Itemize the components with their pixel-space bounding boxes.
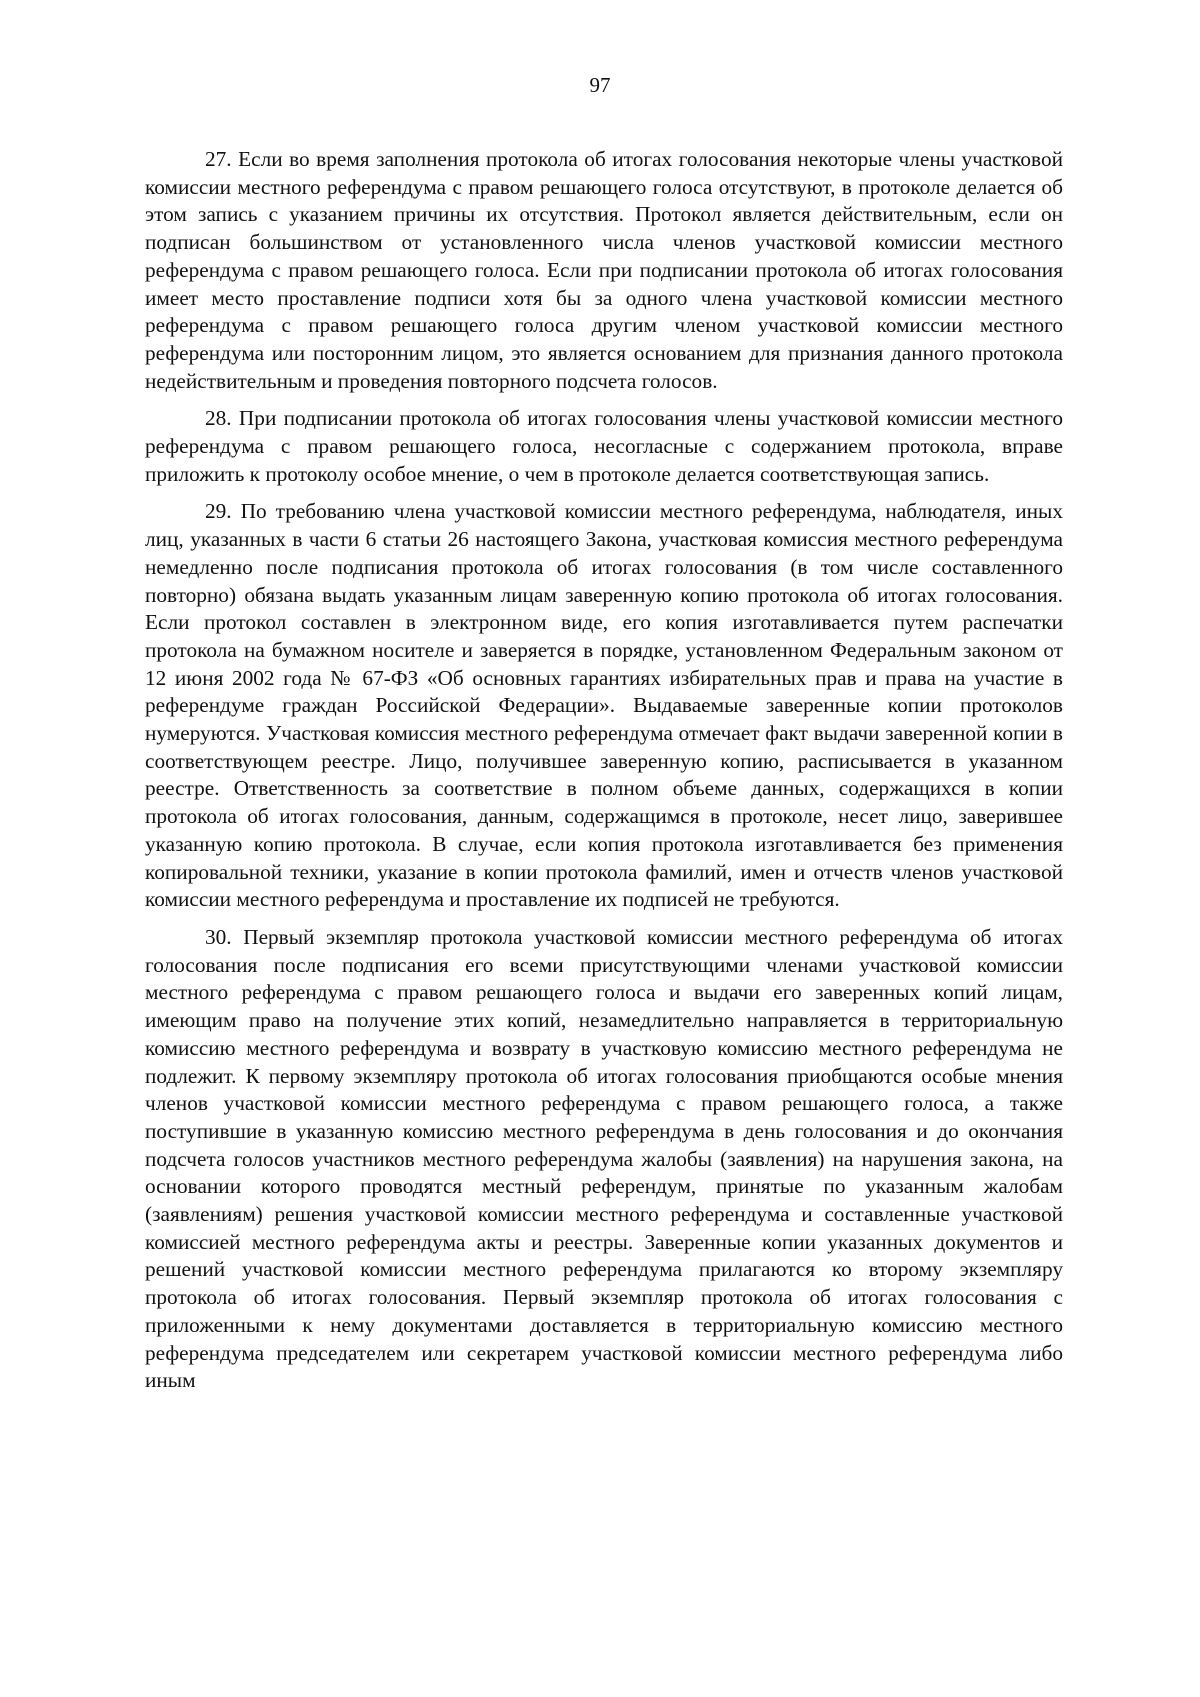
paragraph-27: 27. Если во время заполнения протокола об итогах голосования некоторые члены участковой комиссии местного референдума с правом решающего голоса отсутствуют, в протоколе делается об этом запись с указанием причины их отсутствия. Протокол является действительным, если он подписан большинством от установленного числа членов участковой комиссии местного референдума с правом решающего голоса. Если при подписании протокола об итогах голосования имеет место проставление подписи хотя бы за одного члена участковой комиссии местного референдума с правом решающего голоса другим членом участковой комиссии местного референдума или посторонним лицом, это является основанием для признания данного протокола недействительным и проведения повторного подсчета голосов. xyxy=(145,147,1063,393)
page-number: 97 xyxy=(589,73,611,97)
paragraph-29: 29. По требованию члена участковой комиссии местного референдума, наблюдателя, иных лиц, указанных в части 6 статьи 26 настоящего Закона, участковая комиссия местного референдума немедленно после подписания протокола об итогах голосования (в том числе составленного повторно) обязана выдать указанным лицам заверенную копию протокола об итогах голосования. Если протокол составлен в электронном виде, его копия изготавливается путем распечатки протокола на бумажном носителе и заверяется в порядке, установленном Федеральным законом от 12 июня 2002 года № 67-ФЗ «Об основных гарантиях избирательных прав и права на участие в референдуме граждан Российской Федерации». Выдаваемые заверенные копии протоколов нумеруются. Участковая комиссия местного референдума отмечает факт выдачи заверенной копии в соответствующем реестре. Лицо, получившее заверенную копию, расписывается в указанном реестре. Ответственность за соответствие в полном объеме данных, содержащихся в копии протокола об итогах голосования, данным, содержащимся в протоколе, несет лицо, заверившее указанную копию протокола. В случае, если копия протокола изготавливается без применения копировальной техники, указание в копии протокола фамилий, имен и отчеств членов участковой комиссии местного референдума и проставление их подписей не требуются. xyxy=(145,499,1063,912)
document-body xyxy=(145,146,1063,1405)
paragraph-30: 30. Первый экземпляр протокола участковой комиссии местного референдума об итогах голосования после подписания его всеми присутствующими членами участковой комиссии местного референдума с правом решающего голоса и выдачи его заверенных копий лицам, имеющим право на получение этих копий, незамедлительно направляется в территориальную комиссию местного референдума и возврату в участковую комиссию местного референдума не подлежит. К первому экземпляру протокола об итогах голосования приобщаются особые мнения членов участковой комиссии местного референдума с правом решающего голоса, а также поступившие в указанную комиссию местного референдума в день голосования и до окончания подсчета голосов участников местного референдума жалобы (заявления) на нарушения закона, на основании которого проводятся местный референдум, принятые по указанным жалобам (заявлениям) решения участковой комиссии местного референдума и составленные участковой комиссией местного референдума акты и реестры. Заверенные копии указанных документов и решений участковой комиссии местного референдума прилагаются ко второму экземпляру протокола об итогах голосования. Первый экземпляр протокола об итогах голосования с приложенными к нему документами доставляется в территориальную комиссию местного референдума председателем или секретарем участковой комиссии местного референдума либо иным xyxy=(145,924,1063,1393)
paragraph-28: 28. При подписании протокола об итогах голосования члены участковой комиссии местного референдума с правом решающего голоса, несогласные с содержанием протокола, вправе приложить к протоколу особое мнение, о чем в протоколе делается соответствующая запись. xyxy=(145,406,1063,486)
